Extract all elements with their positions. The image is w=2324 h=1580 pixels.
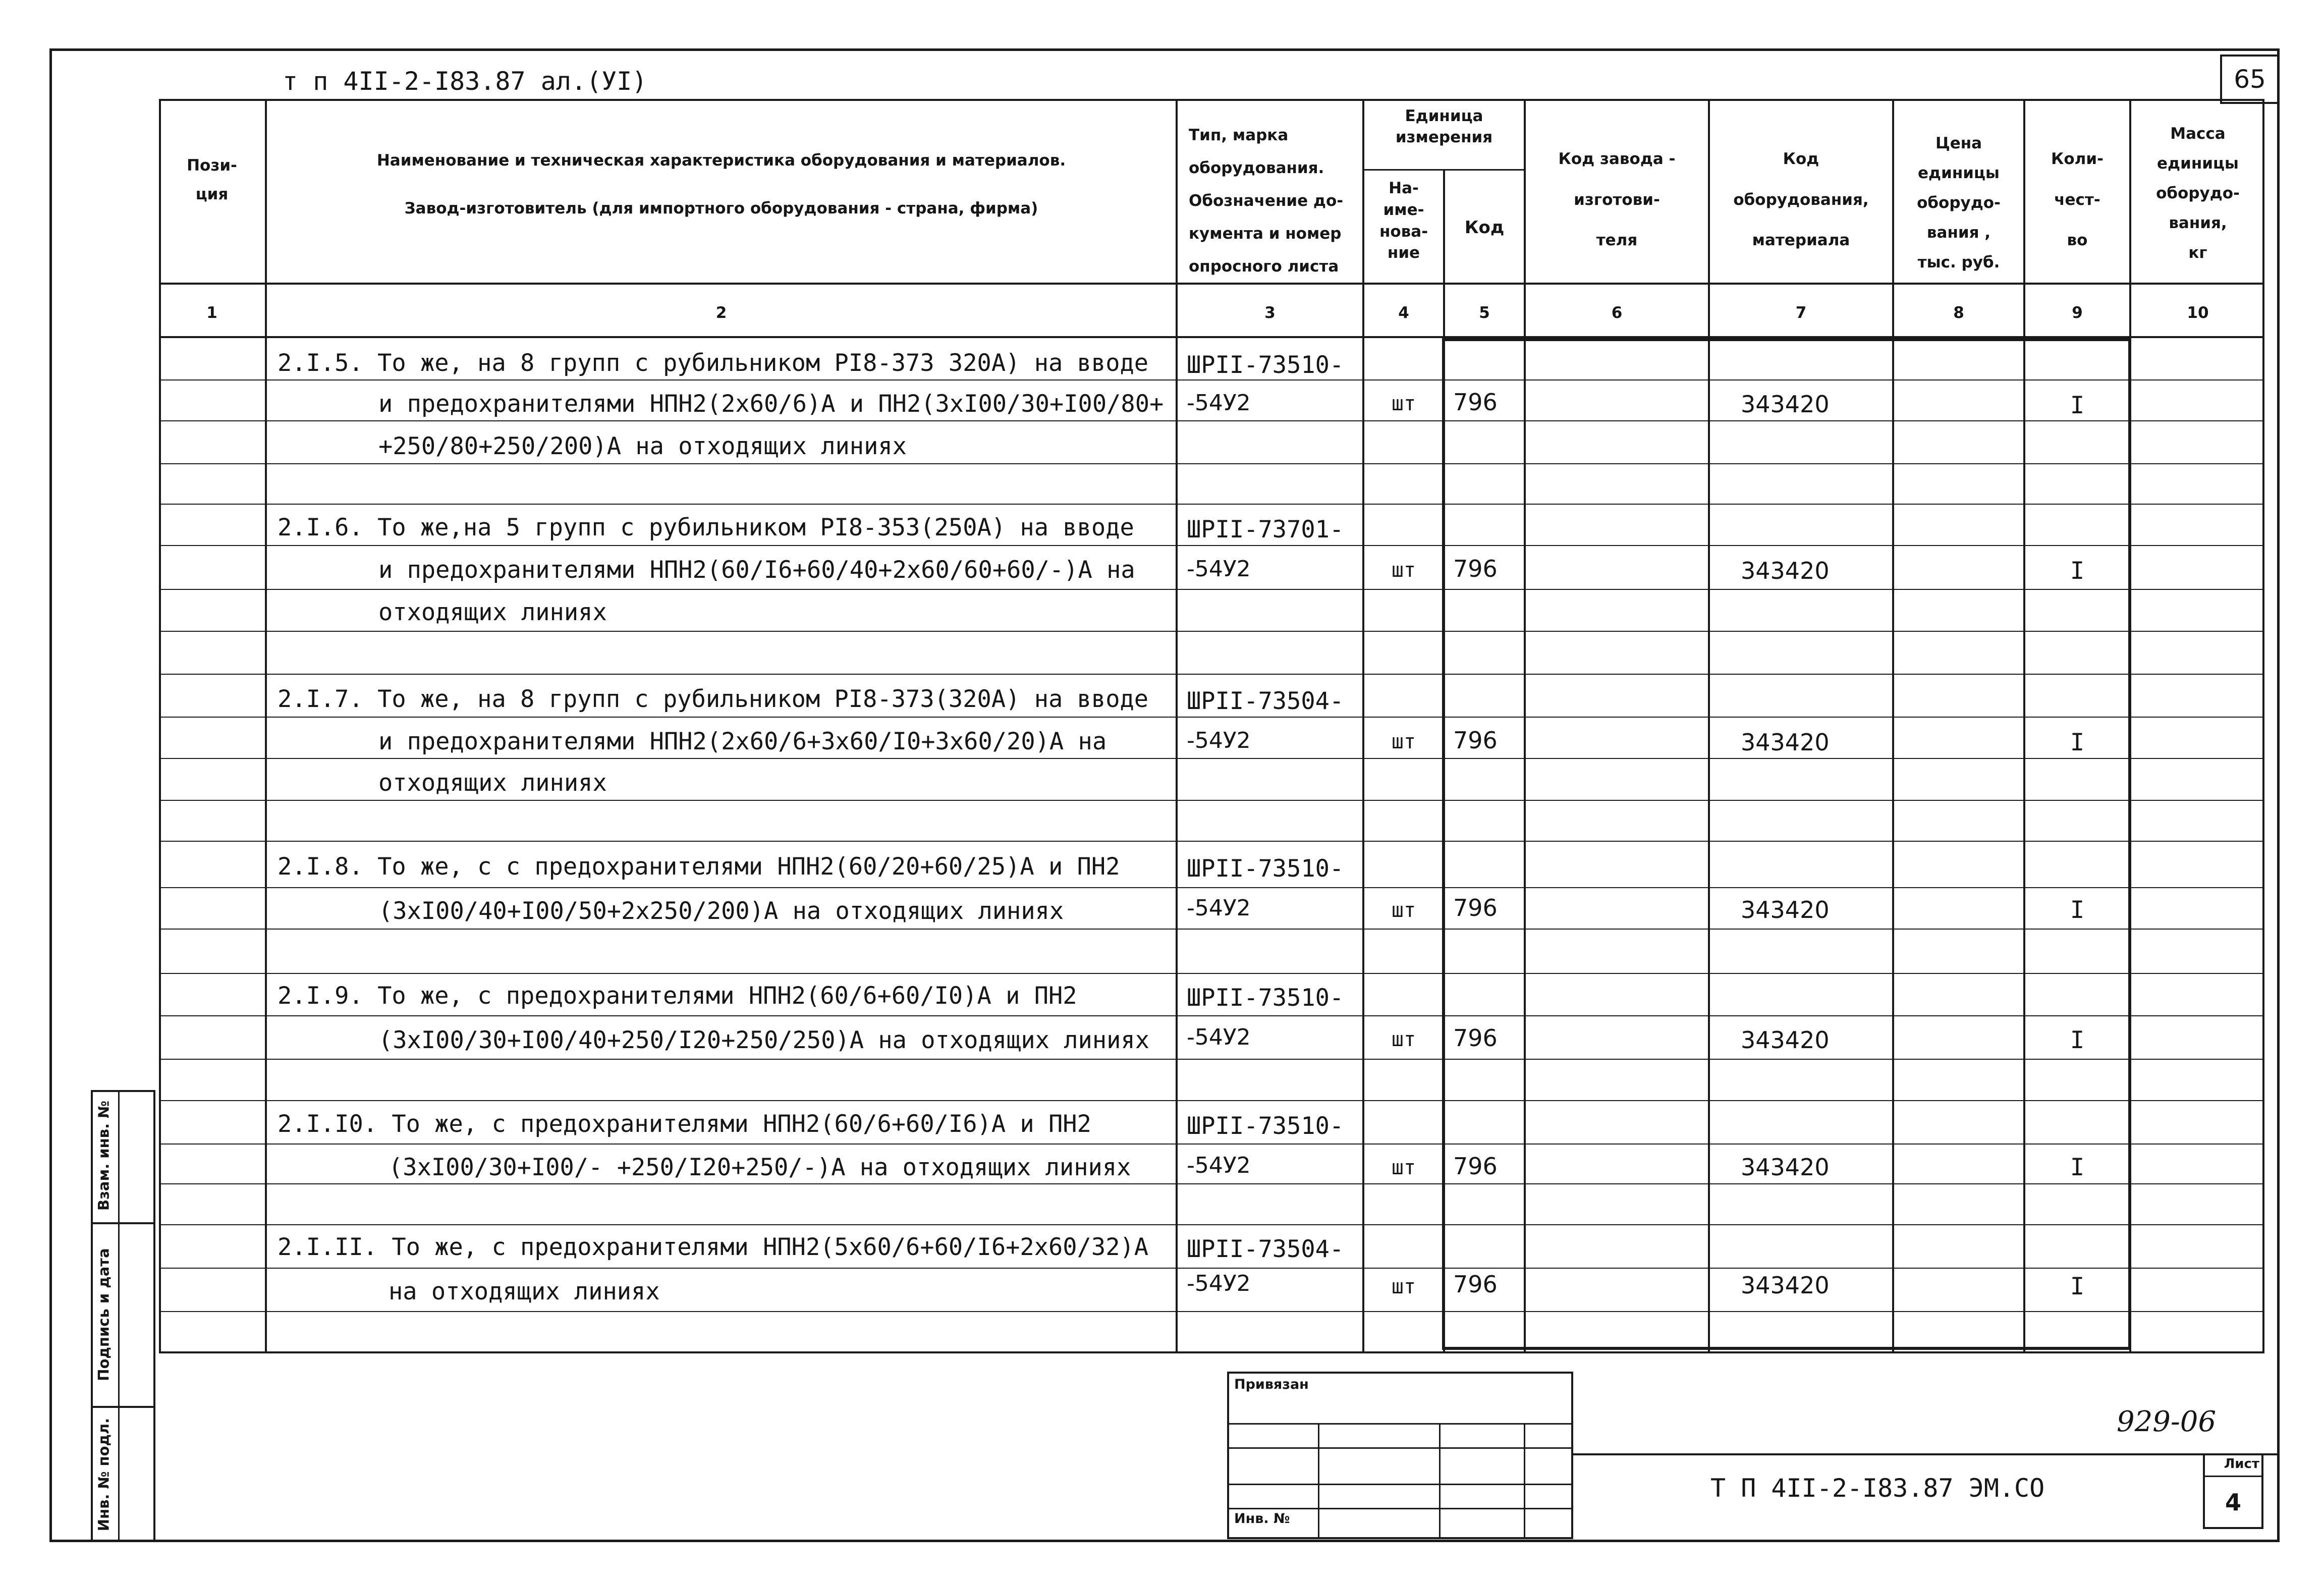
type-code-7b: -54У2: [1187, 1271, 1251, 1296]
unit-code-5: 796: [1453, 1024, 1498, 1052]
item-2-1-5-line2: и предохранителями НПН2(2х60/6)А и ПН2(3хI00/30+I00/80+: [378, 390, 1164, 418]
title-block-top: [1573, 1453, 2280, 1455]
colnum-9: 9: [2072, 304, 2083, 322]
data-thick-outline: [1442, 338, 2131, 1350]
doc-top-code: т п 4II-2-I83.87 ал.(УI): [283, 67, 647, 96]
bound-col: [1524, 1423, 1525, 1539]
row-line: [159, 674, 2264, 675]
page-number: 65: [2234, 65, 2266, 94]
item-2-1-11-line1: 2.I.II. То же, с предохранителями НПН2(5х60/6+60/I6+2х60/32)А: [278, 1233, 1149, 1261]
qty-5: I: [2070, 1026, 2085, 1054]
row-line: [159, 379, 2264, 380]
unit-1: шт: [1391, 392, 1416, 415]
header-name-line1: Наименование и техническая характеристика оборудования и материалов.: [376, 151, 1066, 170]
item-2-1-6-line1: 2.I.6. То же,на 5 групп с рубильником PI8-353(250А) на вводе: [278, 514, 1134, 541]
row-line: [159, 1059, 2264, 1060]
item-2-1-7-line3: отходящих линиях: [378, 769, 607, 797]
type-code-7a: ШРII-73504-: [1187, 1235, 1344, 1263]
row-line: [159, 1224, 2264, 1225]
qty-1: I: [2070, 392, 2085, 419]
qty-7: I: [2070, 1273, 2085, 1300]
row-line: [159, 1311, 2264, 1312]
header-equipment-code: Код оборудования, материала: [1733, 150, 1869, 250]
row-line: [159, 973, 2264, 974]
row-line: [159, 1268, 2264, 1269]
top-thin-line: [49, 48, 2280, 50]
qty-2: I: [2070, 557, 2085, 585]
equip-code-2: 343420: [1741, 557, 1830, 584]
header-name-line2: Завод-изготовитель (для импортного оборудования - страна, фирма): [404, 199, 1038, 217]
item-2-1-5-line3: +250/80+250/200)А на отходящих линиях: [378, 432, 907, 460]
type-code-3b: -54У2: [1187, 728, 1251, 753]
side-stamp-row: [91, 1222, 155, 1224]
row-line: [159, 800, 2264, 801]
bound-row: [1227, 1447, 1573, 1449]
row-line: [159, 631, 2264, 632]
header-price: Цена единицы оборудо- вания , тыс. руб.: [1917, 134, 2001, 271]
row-line: [159, 589, 2264, 590]
sheet-box-divider: [2203, 1476, 2263, 1477]
item-2-1-9-line2: (3хI00/30+I00/40+250/I20+250/250)А на отходящих линиях: [378, 1026, 1150, 1054]
row-line: [159, 1015, 2264, 1016]
type-code-5b: -54У2: [1187, 1024, 1251, 1050]
side-stamp-divider: [91, 1090, 93, 1542]
type-code-6b: -54У2: [1187, 1153, 1251, 1178]
unit-4: шт: [1391, 899, 1416, 922]
colnum-10: 10: [2187, 304, 2209, 322]
col-line-2: [1176, 99, 1178, 1353]
item-2-1-6-line3: отходящих линиях: [378, 598, 607, 626]
unit-7: шт: [1391, 1275, 1416, 1298]
bound-row: [1227, 1423, 1573, 1425]
row-line: [159, 887, 2264, 888]
item-2-1-5-line1: 2.I.5. То же, на 8 групп с рубильником PI8-373 320А) на вводе: [278, 349, 1149, 377]
row-line: [159, 841, 2264, 842]
side-stamp-inner: [118, 1090, 120, 1542]
unit-5: шт: [1391, 1028, 1416, 1051]
type-code-2a: ШРII-73701-: [1187, 516, 1344, 543]
bound-col: [1439, 1423, 1441, 1539]
header-type: Тип, марка оборудования. Обозначение до- кумента и номер опросного листа: [1189, 126, 1344, 276]
unit-code-4: 796: [1453, 894, 1498, 921]
equip-code-5: 343420: [1741, 1026, 1830, 1054]
handwritten-number: 929-06: [2117, 1405, 2217, 1438]
bound-label: Привязан: [1234, 1377, 1309, 1392]
colnum-3: 3: [1264, 304, 1276, 322]
sheet-label: Лист: [2224, 1456, 2259, 1472]
type-code-4a: ШРII-73510-: [1187, 855, 1344, 883]
side-podpis-label: Подпись и дата: [95, 1248, 113, 1381]
row-line: [159, 504, 2264, 505]
type-code-2b: -54У2: [1187, 556, 1251, 582]
colnum-8: 8: [1953, 304, 1964, 322]
item-2-1-7-line2: и предохранителями НПН2(2х60/6+3х60/I0+3х60/20)А на: [378, 728, 1107, 755]
equip-code-7: 343420: [1741, 1272, 1830, 1299]
item-2-1-11-line2: на отходящих линиях: [389, 1278, 660, 1305]
row-line: [159, 758, 2264, 759]
bound-col: [1318, 1423, 1319, 1539]
equip-code-6: 343420: [1741, 1154, 1830, 1181]
row-line: [159, 717, 2264, 718]
row-line: [159, 1100, 2264, 1101]
type-code-4b: -54У2: [1187, 895, 1251, 921]
colnum-1: 1: [206, 304, 217, 322]
header-unit: Единица измерения: [1395, 107, 1493, 146]
header-mass: Масса единицы оборудо- вания, кг: [2156, 125, 2240, 262]
unit-code-2: 796: [1453, 555, 1498, 582]
colnum-4: 4: [1398, 304, 1409, 322]
qty-6: I: [2070, 1154, 2085, 1181]
row-line: [159, 929, 2264, 930]
unit-6: шт: [1391, 1156, 1416, 1179]
qty-4: I: [2070, 896, 2085, 924]
type-code-6a: ШРII-73510-: [1187, 1112, 1344, 1140]
stamp-title: Т П 4II-2-I83.87 ЭМ.СО: [1710, 1474, 2045, 1503]
bound-row: [1227, 1508, 1573, 1509]
row-line: [159, 420, 2264, 421]
header-quantity: Коли- чест- во: [2051, 150, 2104, 250]
equip-code-1: 343420: [1741, 391, 1830, 418]
row-line: [159, 545, 2264, 546]
type-code-1b: -54У2: [1187, 390, 1251, 416]
item-2-1-8-line2: (3хI00/40+I00/50+2х250/200)А на отходящих линиях: [378, 897, 1064, 925]
header-unit-name: На- име- нова- ние: [1379, 179, 1428, 262]
colnum-2: 2: [715, 304, 727, 322]
bound-row: [1227, 1484, 1573, 1485]
row-line: [159, 463, 2264, 464]
unit-code-6: 796: [1453, 1153, 1498, 1180]
equip-code-3: 343420: [1741, 729, 1830, 756]
unit-3: шт: [1391, 730, 1416, 753]
colnum-7: 7: [1795, 304, 1807, 322]
side-inv-label: Инв. № подл.: [95, 1418, 113, 1532]
sheet-number: 4: [2225, 1489, 2241, 1516]
inv-label: Инв. №: [1234, 1511, 1290, 1527]
equip-code-4: 343420: [1741, 896, 1830, 923]
row-line: [159, 1143, 2264, 1145]
unit-code-1: 796: [1453, 389, 1498, 416]
header-position: Пози- ция: [187, 156, 237, 204]
row-line: [159, 1183, 2264, 1184]
item-2-1-7-line1: 2.I.7. То же, на 8 групп с рубильником PI8-373(320А) на вводе: [278, 685, 1149, 713]
item-2-1-9-line1: 2.I.9. То же, с предохранителями НПН2(60/6+60/I0)А и ПН2: [278, 982, 1077, 1010]
unit-code-7: 796: [1453, 1271, 1498, 1298]
header-factory-code: Код завода - изготови- теля: [1558, 150, 1676, 250]
header-unit-code: Код: [1464, 217, 1505, 238]
type-code-1a: ШРII-73510-: [1187, 351, 1344, 379]
unit-code-3: 796: [1453, 727, 1498, 754]
unit-2: шт: [1391, 559, 1416, 582]
colnum-5: 5: [1479, 304, 1490, 322]
item-2-1-6-line2: и предохранителями НПН2(60/I6+60/40+2х60/60+60/-)А на: [378, 556, 1135, 584]
type-code-3a: ШРII-73504-: [1187, 687, 1344, 715]
item-2-1-10-line1: 2.I.I0. То же, с предохранителями НПН2(60/6+60/I6)А и ПН2: [278, 1110, 1091, 1138]
item-2-1-8-line1: 2.I.8. То же, с с предохранителями НПН2(60/20+60/25)А и ПН2: [278, 853, 1120, 881]
qty-3: I: [2070, 729, 2085, 756]
col-line-1: [265, 99, 267, 1353]
type-code-5a: ШРII-73510-: [1187, 984, 1344, 1012]
side-vzam-label: Взам. инв. №: [95, 1100, 113, 1211]
colnum-6: 6: [1611, 304, 1623, 322]
item-2-1-10-line2: (3хI00/30+I00/- +250/I20+250/-)А на отходящих линиях: [389, 1154, 1131, 1181]
side-stamp-row: [91, 1406, 155, 1408]
